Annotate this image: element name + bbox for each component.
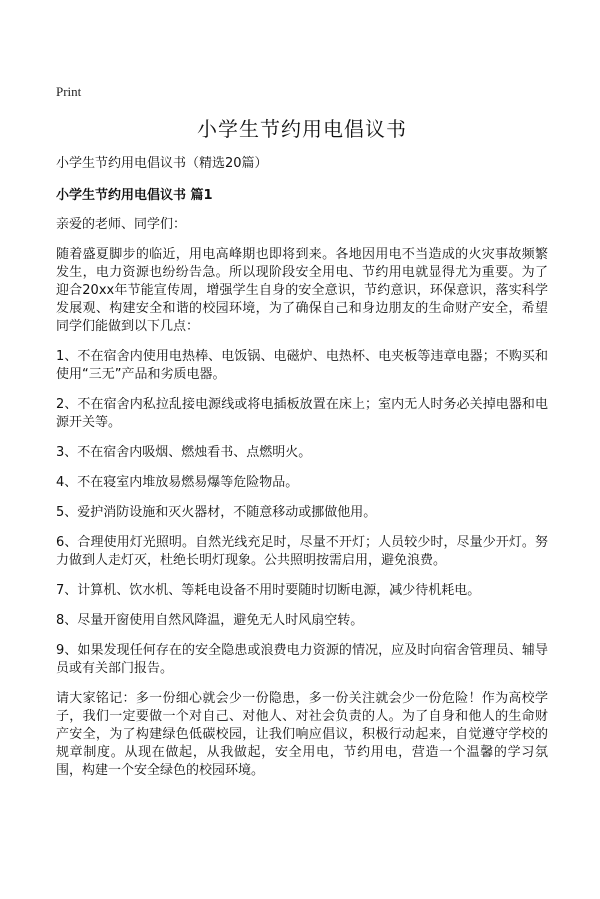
list-item: 3、不在宿舍内吸烟、燃烛看书、点燃明火。 [56,445,312,460]
guideline-list [56,348,548,678]
list-item: 5、爱护消防设施和灭火器材，不随意移动或挪做他用。 [56,505,377,520]
list-item: 4、不在寝室内堆放易燃易爆等危险物品。 [56,475,299,490]
greeting: 亲爱的老师、同学们： [56,217,187,232]
list-item: 6、合理使用灯光照明。自然光线充足时，尽量不开灯；人员较少时，尽量少开灯。努力做到人走灯灭，杜绝长明灯现象。公共照明按需启用，避免浪费。 [56,535,548,568]
print-label: Print [56,84,82,99]
page-title: 小学生节约用电倡议书 [197,117,407,141]
list-item: 1、不在宿舍内使用电热棒、电饭锅、电磁炉、电热杯、电夹板等违章电器；不购买和使用“三无”产品和劣质电器。 [56,349,548,382]
list-item: 7、计算机、饮水机、等耗电设备不用时要随时切断电源，减少待机耗电。 [56,583,481,598]
intro-paragraph: 随着盛夏脚步的临近，用电高峰期也即将到来。各地因用电不当造成的火灾事故频繁发生，电力资源也纷纷告急。所以现阶段安全用电、节约用电就显得尤为重要。为了迎合20xx年节能宣传周，增强学生自身的安全意识，节约意识，环保意识，落实科学发展观、构建安全和谐的校园环境，为了确保自己和身边朋友的生命财产安全，希望同学们能做到以下几点： [56,247,548,334]
list-item: 2、不在宿舍内私拉乱接电源线或将电插板放置在床上；室内无人时务必关掉电器和电源开关等。 [56,397,548,430]
section-heading: 小学生节约用电倡议书 篇1 [56,188,213,203]
document-subtitle: 小学生节约用电倡议书（精选20篇） [56,156,268,171]
list-item: 9、如果发现任何存在的安全隐患或浪费电力资源的情况，应及时向宿舍管理员、辅导员或有关部门报告。 [56,643,548,676]
closing-paragraph: 请大家铭记：多一份细心就会少一份隐患，多一份关注就会少一份危险！作为高校学子，我们一定要做一个对自己、对他人、对社会负责的人。为了自身和他人的生命财产安全，为了构建绿色低碳校园，让我们响应倡议，积极行动起来，自觉遵守学校的规章制度。从现在做起，从我做起，安全用电，节约用电，营造一个温馨的学习氛围，构建一个安全绿色的校园环境。 [56,691,548,778]
list-item: 8、尽量开窗使用自然风降温，避免无人时风扇空转。 [56,613,364,628]
